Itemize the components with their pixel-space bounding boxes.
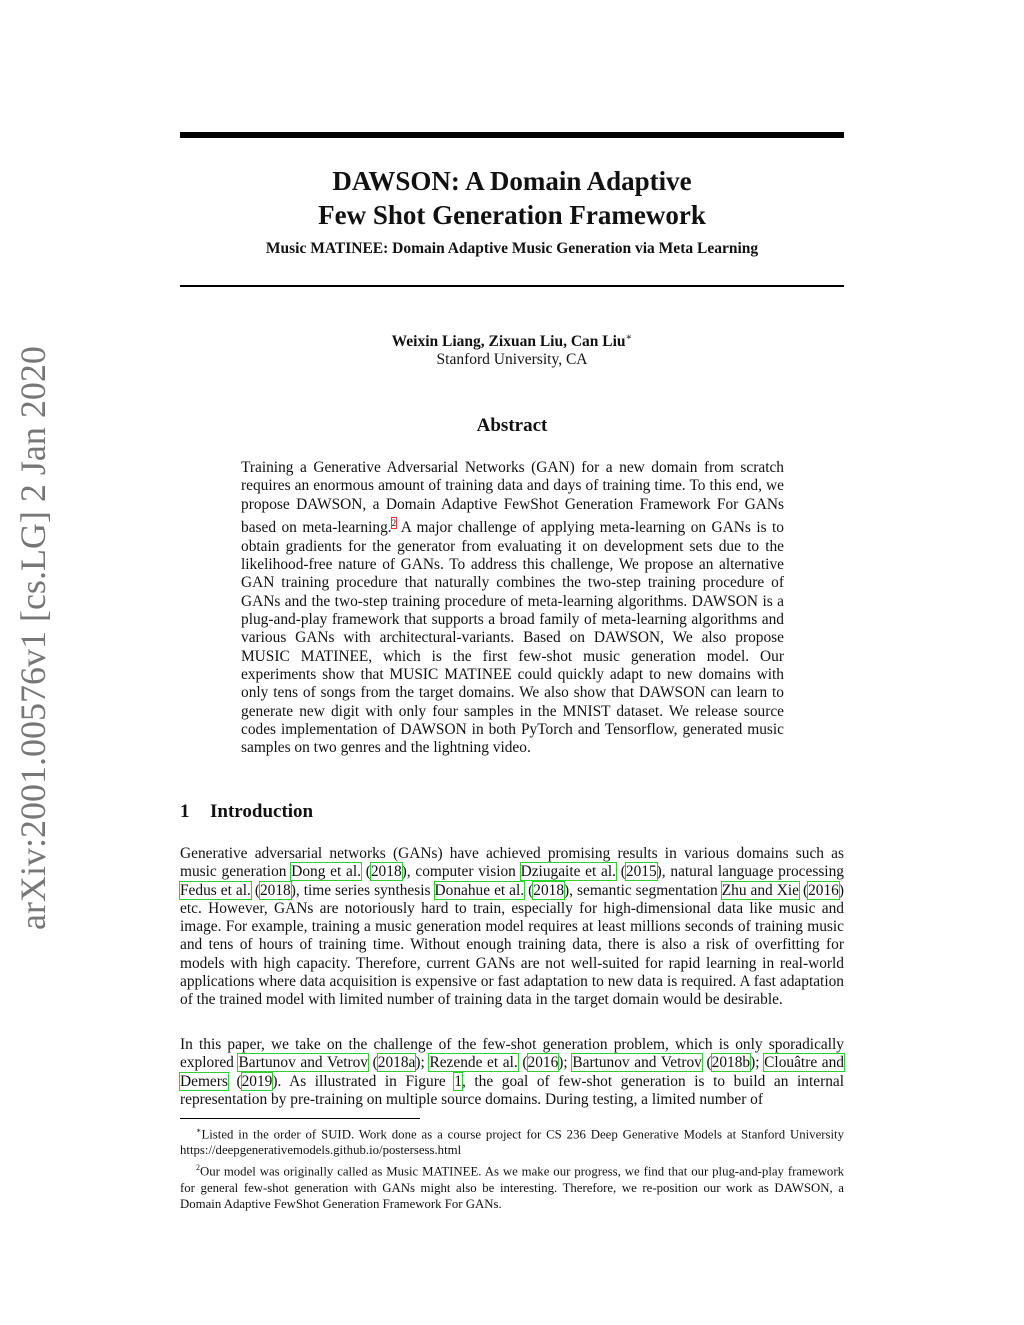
text: ( [524,881,534,899]
section-title: Introduction [210,801,314,822]
footnote-2-mark: 2 [196,1163,200,1173]
text: ( [517,1054,528,1072]
citation-link[interactable]: Bartunov and Vetrov [238,1054,368,1072]
abstract-text-part-2: A major challenge of applying meta-learning on GANs is to obtain gradients for the generator from evaluating it on development sets due to the likelihood-free nature of GANs. To address this challenge, We propose an alternative GAN training procedure that naturally combines the two-step training procedure of GANs and the two-step training procedure of meta-learning algorithms. DAWSON is a plug-and-play framework that supports a broad family of meta-learning algorithms and various GANs with architectural-variants. Based on DAWSON, We also propose MUSIC MATINEE, which is the first few-shot music generation model. Our experiments show that MUSIC MATINEE could quickly adapt to new domains with only tens of songs from the target domains. We also show that DAWSON can learn to generate new digit with only four samples in the MNIST dataset. We release source codes implementation of DAWSON in both PyTorch and Tensorflow, generated music samples on two genres and the lightning video. [241,519,784,757]
text: ( [227,1072,242,1090]
title-line-1: DAWSON: A Domain Adaptive [332,166,692,196]
text: ); [558,1054,573,1072]
abstract-body [241,459,784,758]
citation-year-link[interactable]: 2018 [259,881,291,899]
citation-link[interactable]: Dziugaite et al. [520,863,616,881]
text: ); [415,1054,430,1072]
section-number: 1 [180,801,190,822]
intro-paragraph-1 [180,845,844,1009]
footnote-2-text: Our model was originally called as Music MATINEE. As we make our progress, we find that our plug-and-play framework for general few-shot generation with GANs might also be interesting. Therefore, we re-position our work as DAWSON, a Domain Adaptive FewShot Generation Framework For GANs. [180,1164,844,1211]
text: ) etc. However, GANs are notoriously hard to train, especially for high-dimensional data like music and image. For example, training a music generation model requires at least millions seconds of training music and tens of hours of training time. Without enough training data, there is also a risk of overfitting for models with high capacity. Therefore, current GANs are not well-suited for rapid learning in real-world applications where data acquisition is expensive or fast adaptation to new data is required. A fast adaptation of the trained model with limited number of training data in the target domain would be desirable. [180,881,845,1008]
text: ( [701,1054,712,1072]
citation-link[interactable]: Dong et al. [291,863,361,881]
arxiv-identifier: arXiv:2001.00576v1 [cs.LG] 2 Jan 2020 [13,346,53,930]
text: ( [616,863,626,881]
paper-subtitle: Music MATINEE: Domain Adaptive Music Generation via Meta Learning [265,240,759,257]
text: Generative adversarial networks (GANs) have achieved promising results in various domains such as music generation [180,845,844,881]
citation-year-link[interactable]: 2018b [711,1054,751,1072]
intro-paragraph-2 [180,1036,844,1109]
text: In this paper, we take on the challenge of the few-shot generation problem, which is only sporadically explored [180,1036,844,1072]
citation-link[interactable]: Donahue et al. [434,881,525,899]
footnote-rule [180,1118,420,1119]
affiliation: Stanford University, CA [436,351,588,368]
citation-link[interactable]: Fedus et al. [180,881,251,899]
figure-1-link[interactable]: 1 [454,1072,462,1090]
footnote-1 [180,1123,844,1158]
citation-year-link[interactable]: 2016 [527,1054,559,1072]
footnotes [180,1123,844,1214]
text: ); [750,1054,765,1072]
author-names: Weixin Liang, Zixuan Liu, Can Liu [391,333,626,351]
abstract-text-part-1: Training a Generative Adversarial Networks (GAN) for a new domain from scratch requires an enormous amount of training data and days of training time. To this end, we propose DAWSON, a Domain Adaptive FewShot Generation Framework For GANs based on meta-learning. [241,459,784,537]
footnote-2 [180,1160,844,1211]
citation-year-link[interactable]: 2016 [808,881,839,899]
title-top-rule [180,132,844,138]
citation-link[interactable]: Rezende et al. [429,1054,518,1072]
section-heading-introduction [180,801,313,823]
footnote-1-mark: ∗ [196,1126,202,1135]
text: ), time series synthesis [290,881,435,899]
text: ), natural language processing [656,863,844,881]
text: ( [798,881,809,899]
citation-year-link[interactable]: 2018 [533,881,565,899]
author-footnote-mark[interactable]: ∗ [625,332,633,343]
text: ). As illustrated in Figure [272,1072,455,1090]
citation-year-link[interactable]: 2018 [370,863,402,881]
text: ), computer vision [401,863,521,881]
abstract-heading: Abstract [476,415,548,436]
citation-link[interactable]: Bartunov and Vetrov [572,1054,702,1072]
text: , the goal of few-shot generation is to build an internal representation by pre-training on multiple source domains. During testing, a limited number of [180,1072,845,1108]
title-line-2: Few Shot Generation Framework [318,200,706,230]
author-list [180,332,844,351]
text: ), semantic segmentation [564,881,722,899]
text: ( [368,1054,378,1072]
citation-year-link[interactable]: 2015 [625,863,657,881]
citation-year-link[interactable]: 2018a [377,1054,416,1072]
paper-title [180,164,844,232]
title-bottom-rule [180,285,844,287]
text: ( [250,881,260,899]
citation-link[interactable]: Clouâtre and Demers [180,1054,845,1090]
text: ( [360,863,371,881]
citation-year-link[interactable]: 2019 [241,1072,273,1090]
footnote-2-link[interactable]: 2 [391,518,397,529]
footnote-1-text: Listed in the order of SUID. Work done as a course project for CS 236 Deep Generative Models at Stanford University https://deepgenerativemodels.github.io/postersess.html [180,1127,844,1158]
citation-link[interactable]: Zhu and Xie [721,881,799,899]
